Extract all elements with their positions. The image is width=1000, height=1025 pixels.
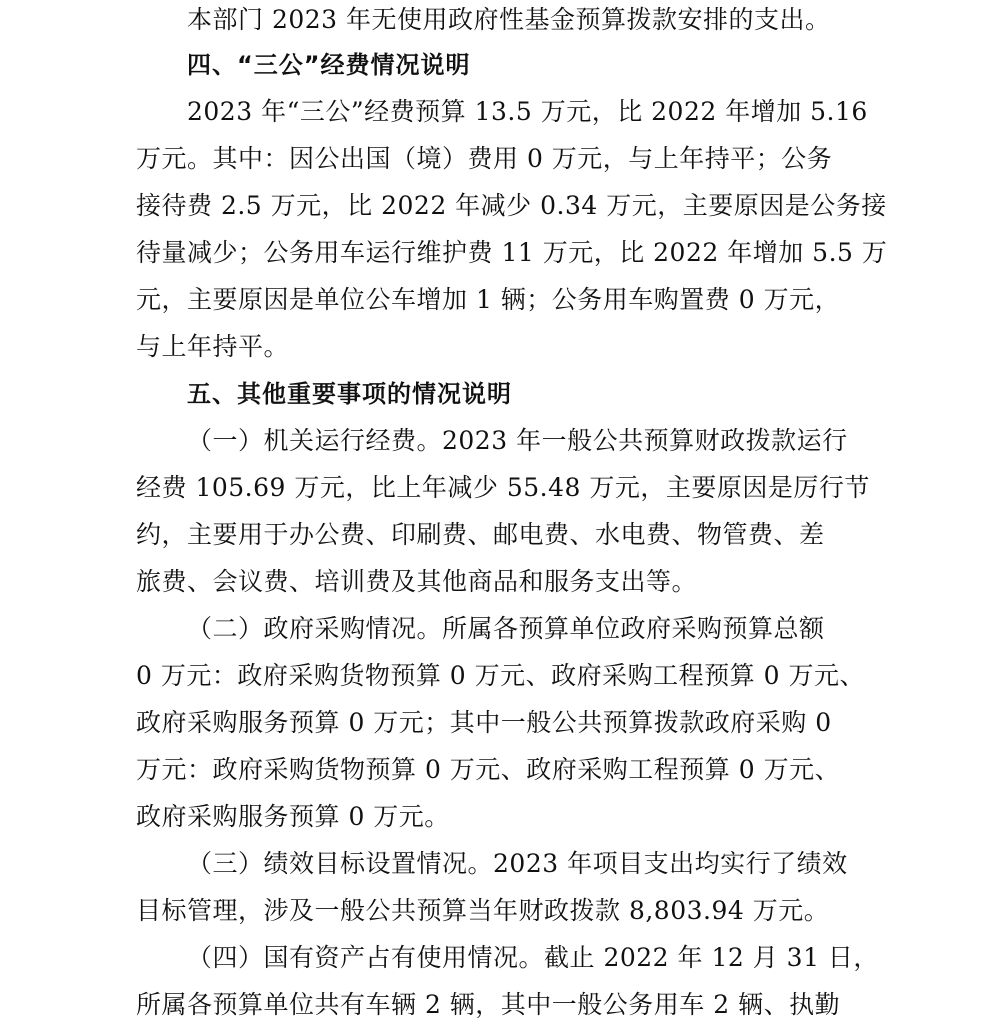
paragraph-line: 2023 年“三公”经费预算 13.5 万元，比 2022 年增加 5.16 (187, 97, 868, 126)
paragraph-line: （三）绩效目标设置情况。2023 年项目支出均实行了绩效 (187, 849, 848, 878)
paragraph-line: 政府采购服务预算 0 万元。 (136, 802, 450, 831)
paragraph-line: 所属各预算单位共有车辆 2 辆，其中一般公务用车 2 辆、执勤 (136, 990, 841, 1019)
paragraph-line: 0 万元：政府采购货物预算 0 万元、政府采购工程预算 0 万元、 (136, 661, 865, 690)
paragraph-line: （二）政府采购情况。所属各预算单位政府采购预算总额 (187, 614, 825, 643)
section-heading-five: 五、其他重要事项的情况说明 (187, 380, 512, 408)
paragraph-line: 旅费、会议费、培训费及其他商品和服务支出等。 (136, 567, 698, 596)
paragraph-line: 约，主要用于办公费、印刷费、邮电费、水电费、物管费、差 (136, 520, 825, 549)
paragraph-line: 与上年持平。 (136, 332, 290, 361)
paragraph-line: 目标管理，涉及一般公共预算当年财政拨款 8,803.94 万元。 (136, 896, 830, 925)
paragraph-line: 待量减少；公务用车运行维护费 11 万元，比 2022 年增加 5.5 万 (136, 238, 888, 267)
paragraph-line: 万元：政府采购货物预算 0 万元、政府采购工程预算 0 万元、 (136, 755, 841, 784)
paragraph-line: （四）国有资产占有使用情况。截止 2022 年 12 月 31 日， (187, 943, 879, 972)
paragraph-line: 政府采购服务预算 0 万元；其中一般公共预算拨款政府采购 0 (136, 708, 832, 737)
paragraph-line: 元，主要原因是单位公车增加 1 辆；公务用车购置费 0 万元， (136, 285, 841, 314)
paragraph-line: 万元。其中：因公出国（境）费用 0 万元，与上年持平；公务 (136, 144, 833, 173)
paragraph-line: 本部门 2023 年无使用政府性基金预算拨款安排的支出。 (187, 5, 831, 34)
section-heading-four: 四、“三公”经费情况说明 (187, 51, 471, 79)
paragraph-line: （一）机关运行经费。2023 年一般公共预算财政拨款运行 (187, 426, 848, 455)
paragraph-line: 经费 105.69 万元，比上年减少 55.48 万元，主要原因是厉行节 (136, 473, 870, 502)
paragraph-line: 接待费 2.5 万元，比 2022 年减少 0.34 万元，主要原因是公务接 (136, 191, 887, 220)
